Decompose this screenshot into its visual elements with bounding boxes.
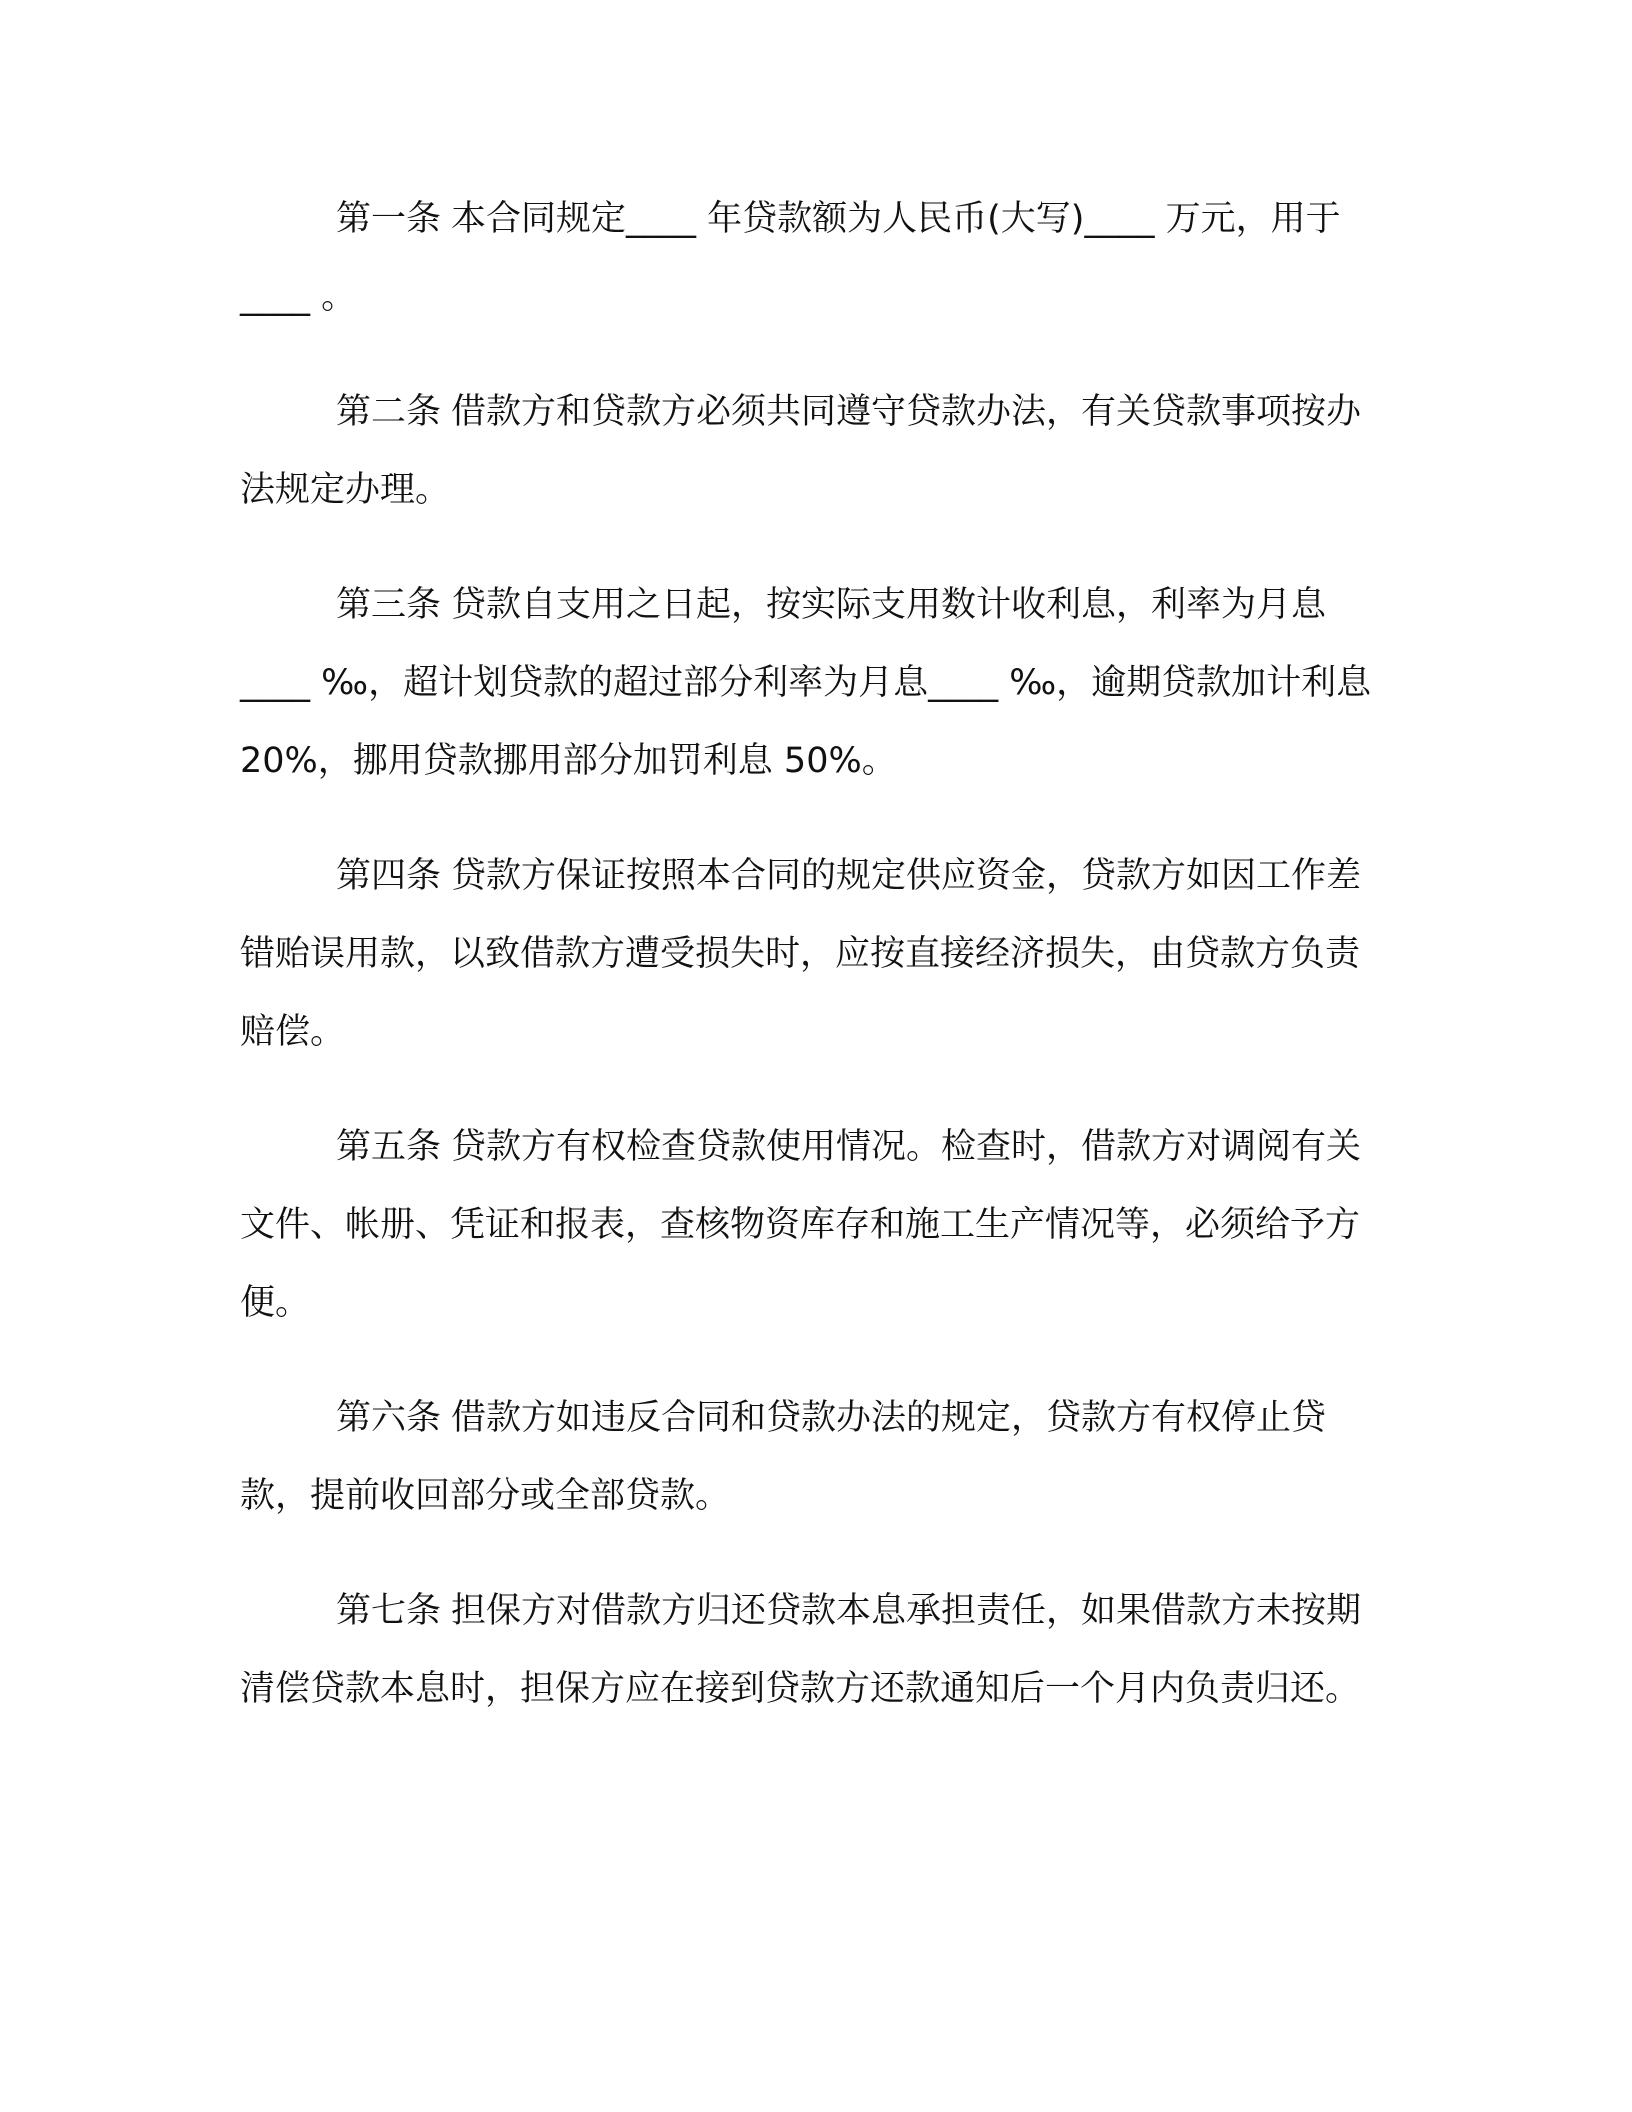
clause-3	[240, 566, 1390, 800]
clause-text: 担保方对借款方归还贷款本息承担责任，如果借款方未按期清偿贷款本息时，担保方应在接到贷款方还款通知后一个月内负责归还。	[240, 1591, 1362, 1709]
clause-5	[240, 1108, 1390, 1342]
contract-body	[240, 180, 1390, 1765]
clause-number: 第五条	[336, 1127, 442, 1167]
clause-number: 第三条	[336, 585, 442, 625]
clause-number: 第一条	[336, 199, 442, 239]
clause-1	[240, 180, 1390, 336]
clause-text: 借款方和贷款方必须共同遵守贷款办法，有关贷款事项按办法规定办理。	[240, 392, 1362, 510]
clause-4	[240, 837, 1390, 1071]
clause-number: 第六条	[336, 1398, 442, 1438]
clause-text: 贷款自支用之日起，按实际支用数计收利息，利率为月息____ ‰，超计划贷款的超过部分利率为月息____ ‰，逾期贷款加计利息 20%，挪用贷款挪用部分加罚利息 50%。	[240, 585, 1372, 781]
clause-6	[240, 1379, 1390, 1535]
clause-text: 贷款方保证按照本合同的规定供应资金，贷款方如因工作差错贻误用款，以致借款方遭受损失时，应按直接经济损失，由贷款方负责赔偿。	[240, 856, 1362, 1052]
clause-7	[240, 1572, 1390, 1728]
clause-number: 第四条	[336, 856, 442, 896]
clause-text: 本合同规定____ 年贷款额为人民币(大写)____ 万元，用于____ 。	[240, 199, 1341, 317]
clause-2	[240, 373, 1390, 529]
clause-text: 借款方如违反合同和贷款办法的规定，贷款方有权停止贷款，提前收回部分或全部贷款。	[240, 1398, 1327, 1516]
clause-number: 第二条	[336, 392, 442, 432]
clause-text: 贷款方有权检查贷款使用情况。检查时，借款方对调阅有关文件、帐册、凭证和报表，查核物资库存和施工生产情况等，必须给予方便。	[240, 1127, 1362, 1323]
clause-number: 第七条	[336, 1591, 442, 1631]
